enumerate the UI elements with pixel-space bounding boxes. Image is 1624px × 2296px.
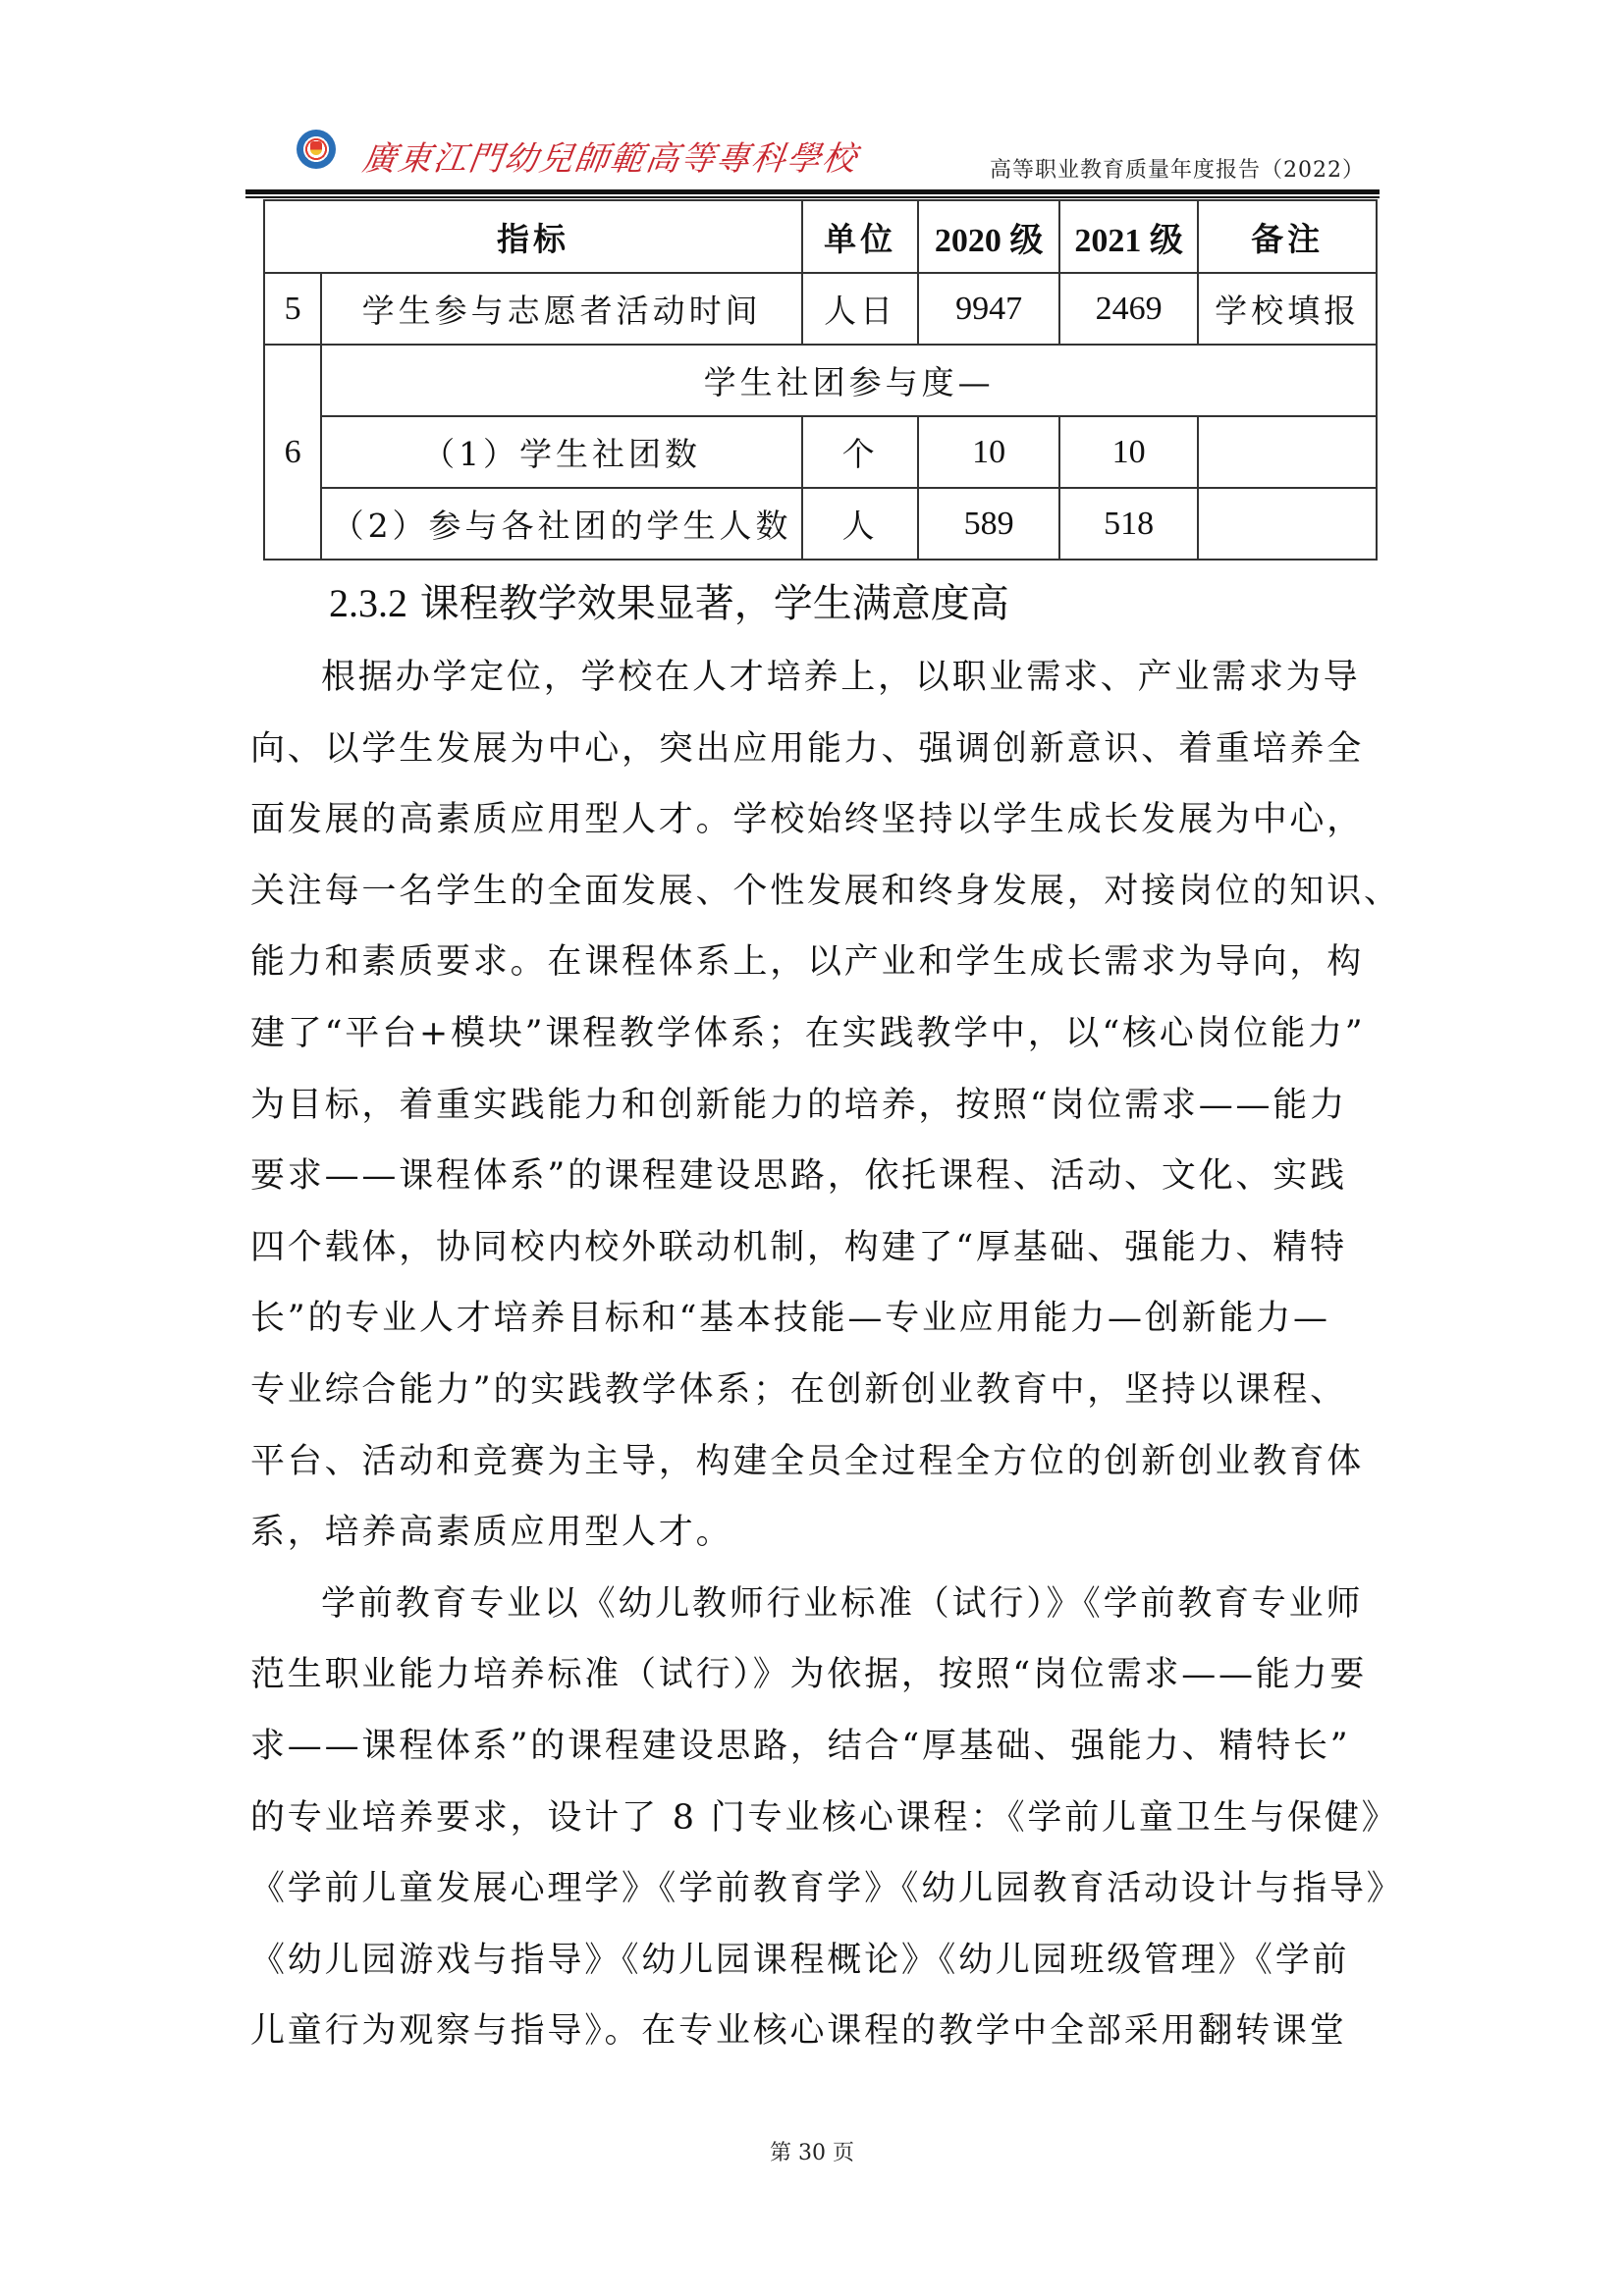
- indicator-table: [263, 199, 1378, 561]
- text-line: 儿童行为观察与指导》。在专业核心课程的教学中全部采用翻转课堂: [250, 2011, 1347, 2052]
- text-line: 平台、活动和竞赛为主导，构建全员全过程全方位的创新创业教育体: [250, 1441, 1365, 1481]
- subrow-unit: 个: [802, 416, 918, 488]
- row-value-2020: 9947: [918, 273, 1059, 345]
- column-header-remark: 备注: [1198, 200, 1377, 273]
- page-header: [245, 108, 1384, 201]
- subrow-remark: [1198, 488, 1377, 560]
- text-line: 系，培养高素质应用型人才。: [250, 1513, 733, 1553]
- text-line: 向、以学生发展为中心，突出应用能力、强调创新意识、着重培养全: [250, 728, 1365, 769]
- text-line: 建了“平台+模块”课程教学体系；在实践教学中，以“核心岗位能力”: [250, 1013, 1366, 1053]
- subrow-remark: [1198, 416, 1377, 488]
- text-line: 面发展的高素质应用型人才。学校始终坚持以学生成长发展为中心，: [250, 800, 1365, 840]
- section-title: 课程教学效果显著，学生满意度高: [419, 581, 1009, 626]
- group-index: 6: [264, 345, 321, 560]
- subrow-value-2021: 518: [1059, 488, 1198, 560]
- row-remark: 学校填报: [1198, 273, 1377, 345]
- table-row: [264, 273, 1377, 345]
- subrow-indicator: （2）参与各社团的学生人数: [321, 488, 802, 560]
- text-line: 长”的专业人才培养目标和“基本技能—专业应用能力—创新能力—: [250, 1299, 1330, 1339]
- table-row: [264, 416, 1377, 488]
- school-emblem-icon: [297, 130, 336, 169]
- text-line: 《幼儿园游戏与指导》《幼儿园课程概论》《幼儿园班级管理》《学前: [250, 1940, 1350, 1980]
- subrow-value-2020: 589: [918, 488, 1059, 560]
- section-number: 2.3.2: [329, 581, 407, 625]
- paragraph-1: [250, 642, 1401, 1569]
- text-line: 学前教育专业以《幼儿教师行业标准（试行）》《学前教育专业师: [321, 1583, 1364, 1624]
- header-rule-thin: [245, 196, 1380, 198]
- row-unit: 人日: [802, 273, 918, 345]
- school-name-calligraphy: 廣東江門幼兒師範高等專科學校: [359, 139, 861, 179]
- subrow-value-2021: 10: [1059, 416, 1198, 488]
- text-line: 专业综合能力”的实践教学体系；在创新创业教育中，坚持以课程、: [250, 1369, 1347, 1410]
- text-line: 的专业培养要求，设计了 8 门专业核心课程：《学前儿童卫生与保健》: [250, 1797, 1399, 1838]
- section-heading: [329, 572, 1009, 628]
- subrow-value-2020: 10: [918, 416, 1059, 488]
- row-value-2021: 2469: [1059, 273, 1198, 345]
- text-line: 关注每一名学生的全面发展、个性发展和终身发展，对接岗位的知识、: [250, 871, 1401, 911]
- table-group-title-row: [264, 345, 1377, 416]
- text-line: 求——课程体系”的课程建设思路，结合“厚基础、强能力、精特长”: [250, 1726, 1351, 1766]
- text-line: 四个载体，协同校内校外联动机制，构建了“厚基础、强能力、精特: [250, 1227, 1347, 1267]
- column-header-unit: 单位: [802, 200, 918, 273]
- paragraph-2: [250, 1569, 1404, 2067]
- text-line: 根据办学定位，学校在人才培养上，以职业需求、产业需求为导: [321, 658, 1361, 697]
- text-line: 为目标，着重实践能力和创新能力的培养，按照“岗位需求——能力: [250, 1085, 1347, 1125]
- column-header-2021: 2021 级: [1059, 200, 1198, 273]
- column-header-2020: 2020 级: [918, 200, 1059, 273]
- text-line: 要求——课程体系”的课程建设思路，依托课程、活动、文化、实践: [250, 1156, 1347, 1197]
- row-indicator: 学生参与志愿者活动时间: [321, 273, 802, 345]
- text-line: 《学前儿童发展心理学》《学前教育学》《幼儿园教育活动设计与指导》: [250, 1869, 1404, 1909]
- text-line: 范生职业能力培养标准（试行）》为依据，按照“岗位需求——能力要: [250, 1655, 1368, 1695]
- table-header-row: [264, 200, 1377, 273]
- row-index: 5: [264, 273, 321, 345]
- header-rule-thick: [245, 189, 1380, 194]
- group-title: 学生社团参与度—: [321, 345, 1377, 416]
- subrow-indicator: （1）学生社团数: [321, 416, 802, 488]
- column-header-indicator: 指标: [264, 200, 802, 273]
- table-row: [264, 488, 1377, 560]
- page-number: 第 30 页: [770, 2141, 854, 2165]
- text-line: 能力和素质要求。在课程体系上，以产业和学生成长需求为导向，构: [250, 942, 1365, 983]
- subrow-unit: 人: [802, 488, 918, 560]
- report-title: 高等职业教育质量年度报告（2022）: [990, 158, 1365, 183]
- body-text: [250, 642, 1404, 2067]
